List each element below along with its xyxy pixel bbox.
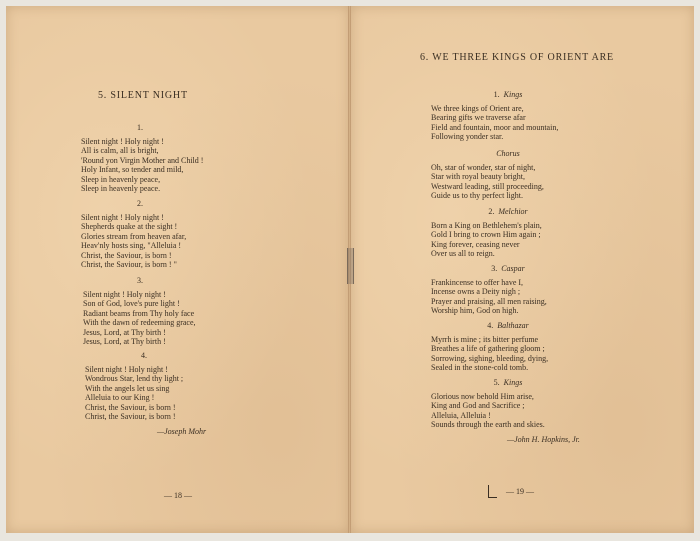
verse-line: We three kings of Orient are, (431, 104, 524, 113)
verse-line: Bearing gifts we traverse afar (431, 113, 526, 123)
stanza-number: 2. (137, 199, 143, 208)
section-title: Kings (503, 90, 523, 99)
verse-line: Oh, star of wonder, star of night, (431, 163, 536, 172)
section-heading (430, 321, 586, 330)
verse-line: Jesus, Lord, at Thy birth ! (83, 327, 166, 337)
verse-line: Prayer and praising, all men raising, (431, 296, 547, 306)
section-title: Caspar (501, 264, 525, 273)
verse-line: Son of God, love's pure light ! (83, 299, 180, 309)
section-heading (430, 264, 586, 273)
verse-kings (431, 104, 558, 142)
verse-line: Christ, the Saviour, is born ! (81, 250, 172, 260)
verse-line: Holy Infant, so tender and mild, (81, 165, 184, 175)
verse-line: Christ, the Saviour, is born ! (85, 412, 176, 422)
verse-kings-final (431, 392, 545, 430)
verse-line: Gold I bring to crown Him again ; (431, 230, 541, 240)
section-number: 4. (487, 321, 494, 330)
author-credit: —John H. Hopkins, Jr. (507, 435, 580, 444)
staple (347, 248, 354, 284)
stanza-number: 3. (137, 276, 143, 285)
verse-line: Star with royal beauty bright, (431, 172, 525, 182)
verse-line: Westward leading, still proceeding, (431, 181, 544, 191)
corner-mark (488, 485, 497, 498)
verse-line: Incense owns a Deity nigh ; (431, 287, 521, 297)
section-heading (430, 378, 586, 387)
verse-line: Alleluia to our King ! (85, 393, 155, 403)
verse-line: Sealed in the stone-cold tomb. (431, 363, 529, 373)
verse-line: Christ, the Saviour, is born ! " (81, 260, 177, 270)
section-number: 3. (491, 264, 498, 273)
verse-line: With the dawn of redeeming grace, (83, 318, 196, 328)
page-number: — 18 — (164, 491, 192, 500)
stanza-number: 1. (137, 123, 143, 132)
verse-line: Wondrous Star, lend thy light ; (85, 374, 184, 384)
verse-line: Silent night ! Holy night ! (81, 137, 164, 146)
section-number: 2. (488, 207, 495, 216)
verse-line: Sleep in heavenly peace, (81, 174, 161, 184)
verse-line: King and God and Sacrifice ; (431, 401, 525, 411)
verse-line: Sleep in heavenly peace. (81, 184, 161, 194)
verse-line: Breathes a life of gathering gloom ; (431, 344, 545, 354)
song-title-we-three-kings: 6. WE THREE KINGS OF ORIENT ARE (420, 52, 614, 63)
stanza-3 (83, 290, 196, 346)
verse-line: 'Round yon Virgin Mother and Child ! (81, 155, 204, 165)
verse-line: Glorious now behold Him arise, (431, 392, 534, 401)
verse-melchior (431, 221, 542, 259)
stanza-number: 4. (141, 351, 147, 360)
section-heading (430, 149, 586, 158)
verse-line: Silent night ! Holy night ! (85, 365, 168, 374)
verse-line: Guide us to thy perfect light. (431, 191, 523, 201)
author-credit: —Joseph Mohr (157, 427, 207, 436)
verse-line: Shepherds quake at the sight ! (81, 222, 178, 232)
verse-line: Heav'nly hosts sing, "Alleluia ! (81, 241, 182, 251)
verse-line: Silent night ! Holy night ! (81, 213, 164, 222)
verse-line: Sounds through the earth and skies. (431, 420, 545, 430)
verse-line: King forever, ceasing never (431, 239, 520, 249)
verse-line: Radiant beams from Thy holy face (83, 308, 195, 318)
song-title-silent-night: 5. SILENT NIGHT (98, 90, 188, 101)
section-title: Balthazar (497, 321, 529, 330)
verse-line: Jesus, Lord, at Thy birth ! (83, 337, 166, 347)
chorus (431, 163, 544, 201)
section-title: Melchior (498, 207, 528, 216)
verse-line: Over us all to reign. (431, 249, 495, 259)
verse-line: Born a King on Bethlehem's plain, (431, 221, 542, 230)
page-number: — 19 — (506, 487, 534, 496)
stanza-2 (81, 213, 186, 269)
left-page (6, 6, 349, 533)
verse-line: With the angels let us sing (85, 383, 170, 393)
section-title: Kings (503, 378, 523, 387)
verse-caspar (431, 278, 547, 316)
stanza-4 (85, 365, 183, 421)
verse-line: Christ, the Saviour, is born ! (85, 402, 176, 412)
section-number: 1. (493, 90, 500, 99)
section-heading (430, 207, 586, 216)
verse-balthazar (431, 335, 548, 373)
verse-line: Silent night ! Holy night ! (83, 290, 166, 299)
section-number: 5. (493, 378, 500, 387)
verse-line: Following yonder star. (431, 132, 504, 142)
section-heading (430, 90, 586, 99)
stanza-1 (81, 137, 203, 193)
verse-line: Myrrh is mine ; its bitter perfume (431, 335, 539, 344)
verse-line: Field and fountain, moor and mountain, (431, 122, 559, 132)
verse-line: Worship him, God on high. (431, 306, 519, 316)
verse-line: Alleluia, Alleluia ! (431, 410, 491, 420)
verse-line: Frankincense to offer have I, (431, 278, 524, 287)
verse-line: All is calm, all is bright, (81, 146, 159, 156)
section-title: Chorus (496, 149, 520, 158)
verse-line: Sorrowing, sighing, bleeding, dying, (431, 353, 549, 363)
verse-line: Glories stream from heaven afar, (81, 231, 187, 241)
